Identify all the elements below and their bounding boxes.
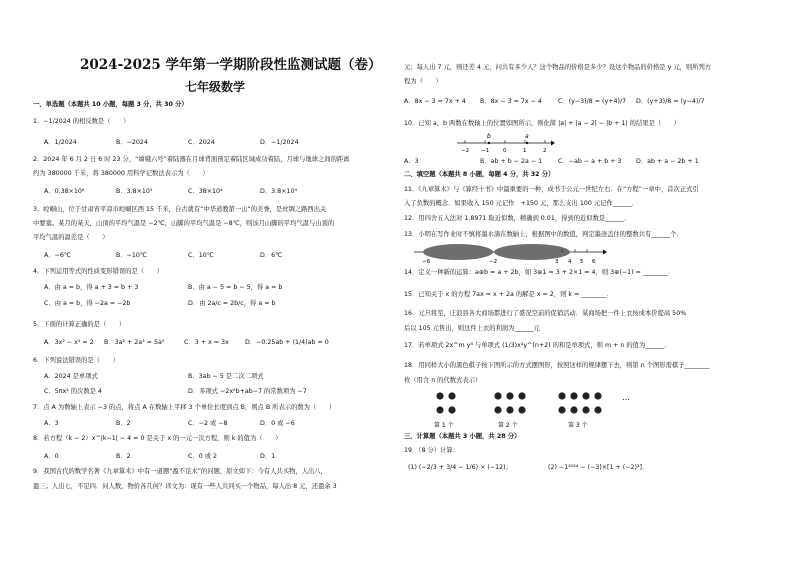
question-19: 19．（8 分）计算： bbox=[404, 447, 459, 454]
option-b: B．3a² + 2a³ = 5a⁵ bbox=[104, 339, 165, 346]
option-b: B．ab + b − 2a − 1 bbox=[480, 158, 543, 165]
option-c: C．10℃ bbox=[188, 252, 214, 259]
option-b: B．−2024 bbox=[116, 139, 148, 146]
chess-piece bbox=[582, 392, 589, 399]
option-c: C．2024 bbox=[188, 139, 215, 146]
question-9-line-3: 元；每人出 7 元，则还差 4 元，问共有多少人？这个物品的价格是多少？设这个物品的价格是 y 元，则所列方 bbox=[404, 64, 712, 71]
question-1: 1．−1/2024 的相反数是（ ） bbox=[33, 118, 130, 125]
option-d: D．−0.25ab + (1/4)ab = 0 bbox=[245, 339, 329, 346]
tick-label: −2 bbox=[461, 148, 470, 154]
option-d: D．6℃ bbox=[260, 252, 283, 259]
point-label-a: a bbox=[525, 133, 529, 140]
question-18-line-1: 18．用同样大小的黑色棋子按下图所示的方式摆图形，按照这样的规律摆下去，则第 n 个图形需棋子________ bbox=[404, 362, 710, 369]
question-9-line-1: 9．我国古代的数学名著《九章算术》中有一道题“盈不足术”的问题，原文如下：今有人共买物，人出八， bbox=[33, 468, 327, 475]
chess-piece bbox=[518, 406, 525, 413]
question-2-line-1: 2．2024 年 6 月 2 日 6 时 23 分，“嫦娥六号”着陆器在月球背面预定着陆区域成功着陆，月球与地球之间的距离 bbox=[33, 156, 350, 163]
option-c: C．0 或 2 bbox=[188, 453, 218, 460]
ink-blot-left bbox=[423, 244, 493, 260]
continuation-ellipsis: … bbox=[622, 393, 630, 402]
point-label-b: b bbox=[487, 133, 491, 140]
option-b: B．2 bbox=[116, 453, 131, 460]
option-a: A．3 bbox=[404, 158, 419, 165]
option-c: C．3 + x = 3x bbox=[184, 339, 229, 346]
option-b: B．由 a − 5 = b − 5，得 a = b bbox=[188, 284, 283, 291]
number-line-figure-q10 bbox=[455, 132, 555, 154]
chess-piece bbox=[594, 392, 601, 399]
option-d: D．多项式 −2x²b+ab−7 的常数项为 −7 bbox=[188, 388, 307, 395]
question-11-line-2: 入了负数的概念．如果收入 150 元记作 +150 元，那么支出 100 元记作______． bbox=[404, 200, 638, 207]
option-a: A．0.38×10⁶ bbox=[44, 188, 85, 195]
tick-label: 3 bbox=[555, 259, 559, 265]
option-d: D．(y+3)/8 = (y−4)/7 bbox=[636, 98, 705, 105]
chess-piece bbox=[506, 406, 513, 413]
option-b: B．−10℃ bbox=[116, 252, 147, 259]
tick-label: −6 bbox=[422, 259, 431, 265]
ink-blot-right bbox=[494, 244, 570, 260]
option-a: A．0 bbox=[44, 453, 59, 460]
question-5: 5．下面的计算正确的是（ ） bbox=[33, 321, 126, 328]
option-c: C．(y−3)/8 = (y+4)/7 bbox=[558, 98, 627, 105]
chess-piece bbox=[436, 406, 443, 413]
option-d: D．0 或 −6 bbox=[260, 420, 295, 427]
question-10: 10．已知 a，b 两数在数轴上的位置如图所示，则化简 |a| + |a − 2| − |b + 1| 的结果是（ ） bbox=[404, 120, 681, 127]
question-4: 4．下列运用等式的性质变形错误的是（ ） bbox=[33, 268, 163, 275]
question-9-line-2: 盈三；人出七，不足四．问人数，物价各几何？译文为：现有一些人共同买一个物品，每人出 8 元，还盈余 3 bbox=[33, 483, 337, 490]
question-3-line-3: 平均气温的温差是（ ） bbox=[33, 234, 109, 241]
tick-label: −2 bbox=[489, 259, 498, 265]
arrow-right-icon bbox=[603, 250, 607, 255]
pattern-caption: 第 3 个 bbox=[568, 422, 588, 429]
option-d: D．由 2a/c = 2b/c，得 a = b bbox=[188, 300, 276, 307]
question-17: 17．若单项式 2x^m y³ 与单项式 (1/3)x²y^(n+2) 的和是单项式，则 m + n 的值为______． bbox=[404, 342, 671, 349]
question-15: 15．已知关于 x 的方程 7ax = x + 2a 的解是 x = 2，则 k = ________． bbox=[404, 291, 613, 298]
ink-number-line-figure-q13 bbox=[412, 241, 608, 265]
option-b: B．2 bbox=[116, 420, 131, 427]
question-8: 8．若方程（k − 2）x^|k−1| − 4 = 0 是关于 x 的一元一次方程，则 k 的值为（ ） bbox=[33, 435, 282, 442]
section-heading-single-choice: 一、单选题（本题共 10 小题，每题 3 分，共 30 分） bbox=[33, 101, 188, 108]
option-c: C．−ab − a + b + 3 bbox=[558, 158, 622, 165]
option-b: B．8x − 3 = 7x − 4 bbox=[480, 98, 542, 105]
question-7: 7．点 A 为数轴上表示 −3 的点，将点 A 在数轴上平移 3 个单位长度到点 B，则点 B 所表示的数为（ ） bbox=[33, 404, 336, 411]
option-a: A．3 bbox=[44, 420, 59, 427]
arrow-right-icon bbox=[551, 141, 555, 146]
question-6: 6．下列说法错误的是（ ） bbox=[33, 357, 119, 364]
tick-label: 6 bbox=[592, 259, 596, 265]
page-subtitle: 七年级数学 bbox=[185, 80, 246, 94]
chess-piece bbox=[494, 406, 501, 413]
point-a bbox=[526, 142, 528, 144]
question-2-line-2: 约为 380000 千米，将 380000 用科学记数法表示为（ ） bbox=[33, 170, 209, 177]
question-14: 14．定义一种新的运算：a⊕b = a + 2b，如 3⊕1 = 3 + 2×1 = 4，则 3⊕(−1) = ________． bbox=[404, 269, 675, 276]
question-11-line-1: 11．《九章算术》与《算经十书》中最重要的一种，成书于公元一世纪左右．在“方程”一章中，首次正式引 bbox=[404, 186, 699, 193]
question-19-part-1: (1) (−2/3 + 3/4 − 1/6) × (−12)； bbox=[408, 464, 512, 471]
chess-piece bbox=[570, 392, 577, 399]
point-b bbox=[488, 142, 490, 144]
question-9-line-4: 程为（ ） bbox=[404, 78, 442, 85]
chess-piece bbox=[448, 392, 455, 399]
question-3-line-1: 3．崆峒山，位于甘肃省平凉市崆峒区西 15 千米，自古就有“中华道教第一山”的美誉，是丝绸之路西出关 bbox=[33, 206, 327, 213]
option-b: B．3.8×10⁵ bbox=[116, 188, 153, 195]
pattern-3 bbox=[558, 392, 601, 413]
chess-piece bbox=[448, 406, 455, 413]
pattern-2 bbox=[494, 392, 525, 413]
option-d: D．−1/2024 bbox=[260, 139, 299, 146]
option-a: A．3x² − x² = 2 bbox=[44, 339, 94, 346]
question-19-part-2: (2) −1²⁰²⁴ − (−3)×[1 + (−2)³]． bbox=[548, 464, 649, 471]
page-title: 2024-2025 学年第一学期阶段性监测试题（卷） bbox=[80, 57, 382, 73]
chess-piece bbox=[506, 392, 513, 399]
question-16-line-1: 16．元旦将至，庄浪县各大商场都进行了盛况空前的促销活动．某商场把一件上衣按成本价提高 50% bbox=[404, 310, 687, 317]
section-heading-fill-blank: 二、填空题（本题共 8 小题，每题 4 分，共 32 分） bbox=[404, 171, 555, 178]
chess-piece bbox=[518, 392, 525, 399]
tick-label: 1 bbox=[523, 148, 527, 154]
option-a: A．2024 是单项式 bbox=[44, 373, 98, 380]
chess-piece bbox=[570, 406, 577, 413]
option-a: A．−6℃ bbox=[44, 252, 71, 259]
option-a: A．由 a = b，得 a + 3 = b + 3 bbox=[44, 284, 139, 291]
question-16-line-2: 后以 105 元售出，则这件上衣的利润为______元 bbox=[404, 325, 540, 332]
option-c: C．5πx² 的次数是 4 bbox=[44, 388, 102, 395]
question-13: 13．小明在写作业时不慎将墨水滴在数轴上，根据图中的数值，判定墨迹盖住的整数共有______个． bbox=[404, 231, 683, 238]
option-a: A．8x − 3 = 7x + 4 bbox=[404, 98, 466, 105]
option-c: C．由 a = b，得 −2a = −2b bbox=[44, 300, 131, 307]
chess-pattern-figure-q18 bbox=[420, 388, 640, 432]
option-c: C．38×10⁴ bbox=[188, 188, 223, 195]
option-d: D．ab + a − 2b + 1 bbox=[636, 158, 699, 165]
question-12: 12．用四舍五入法对 1.8971 取近似数，精确到 0.01，得到的近似数是______． bbox=[404, 215, 631, 222]
chess-piece bbox=[582, 406, 589, 413]
chess-piece bbox=[558, 406, 565, 413]
pattern-1 bbox=[436, 392, 455, 413]
tick-label: 5 bbox=[580, 259, 584, 265]
option-a: A．1/2024 bbox=[44, 139, 77, 146]
option-d: D．3.8×10⁴ bbox=[260, 188, 297, 195]
option-d: D．1 bbox=[260, 453, 276, 460]
pattern-caption: 第 2 个 bbox=[498, 422, 518, 429]
tick-label: 4 bbox=[568, 259, 572, 265]
tick-label: 0 bbox=[503, 148, 507, 154]
chess-piece bbox=[558, 392, 565, 399]
tick-label: −1 bbox=[481, 148, 490, 154]
question-18-line-2: 枚（用含 n 的代数式表示） bbox=[404, 377, 482, 384]
chess-piece bbox=[594, 406, 601, 413]
section-heading-calculation: 三、计算题（本题共 3 小题，共 28 分） bbox=[404, 433, 521, 440]
chess-piece bbox=[436, 392, 443, 399]
question-3-line-2: 中要塞。某月的某天，山顶的平均气温是 −2℃，山脚的平均气温是 −8℃，则该月山脚的平均气温与山顶的 bbox=[33, 220, 335, 227]
option-c: C．−2 或 −8 bbox=[188, 420, 228, 427]
pattern-caption: 第 1 个 bbox=[434, 422, 454, 429]
option-b: B．3ab − 5 是二次二项式 bbox=[188, 373, 264, 380]
chess-piece bbox=[494, 392, 501, 399]
tick-label: 2 bbox=[543, 148, 547, 154]
